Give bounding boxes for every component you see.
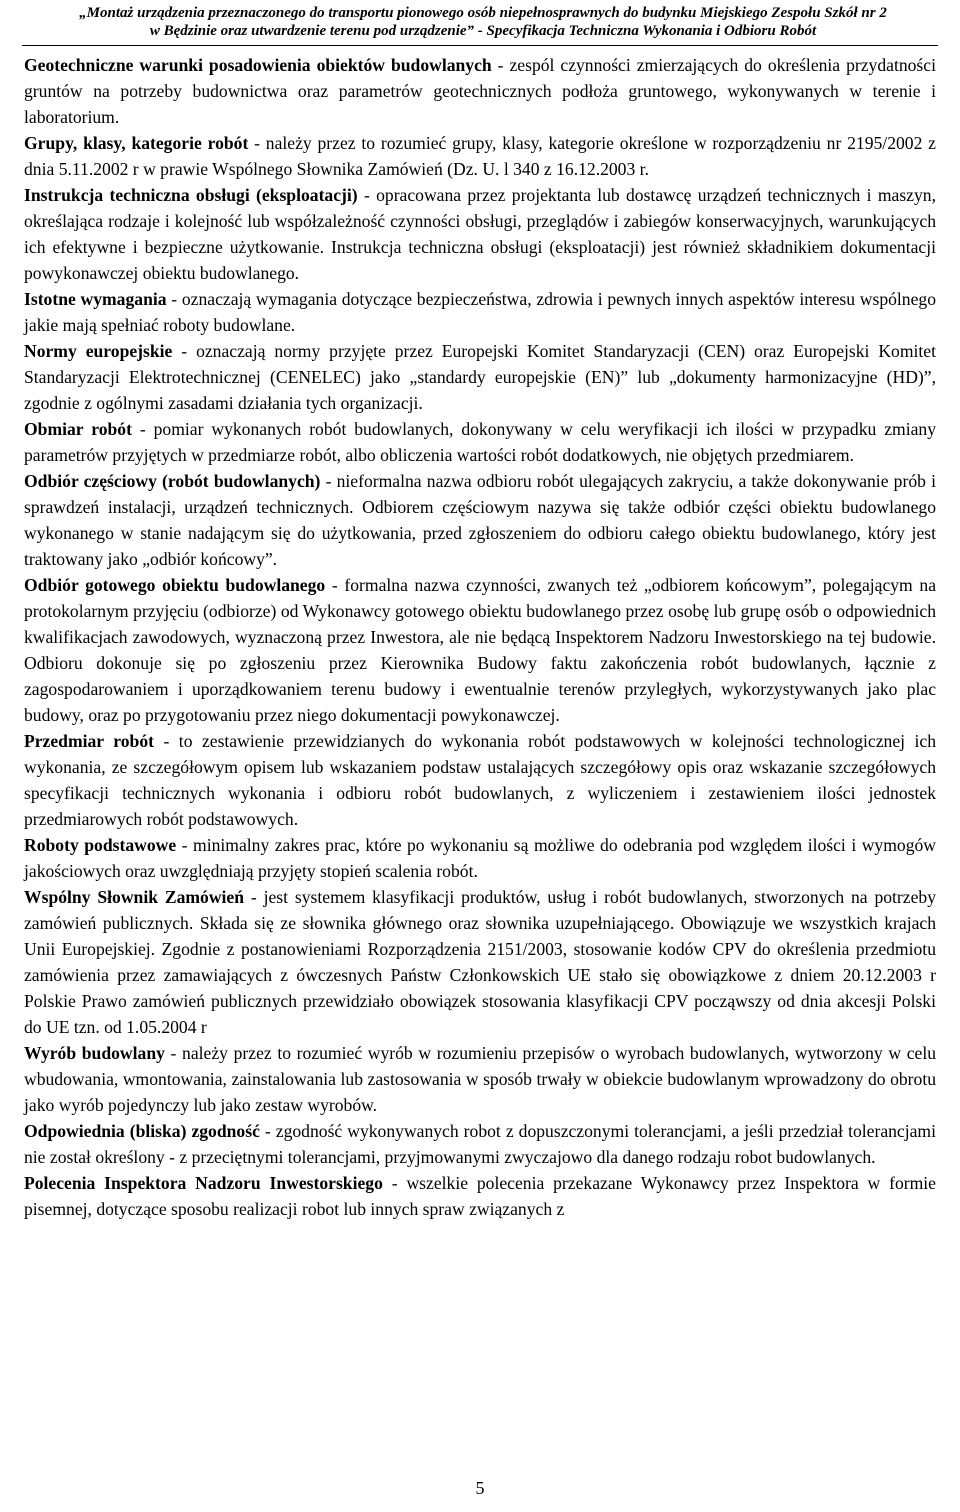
definition-term: Odbiór częściowy (robót budowlanych) [24,471,321,491]
definition-text: - zespól czynności zmierzających do określenia przydatności gruntów na potrzeby budownictwa oraz parametrów geotechnicznych podłoża gruntowego, wykonywanych w terenie i laboratorium. [24,55,936,127]
header-line-1: „Montaż urządzenia przeznaczonego do transportu pionowego osób niepełnosprawnych do budynku Miejskiego Zespołu Szkół nr 2 [79,5,887,21]
definition-entry [24,728,936,832]
definition-term: Instrukcja techniczna obsługi (eksploatacji) [24,185,358,205]
definition-entry [24,182,936,286]
definition-term: Wyrób budowlany [24,1043,165,1063]
definition-term: Odpowiednia (bliska) zgodność [24,1121,260,1141]
header-rule [22,45,938,46]
definition-entry [24,1170,936,1222]
definition-term: Roboty podstawowe [24,835,177,855]
definition-text: - należy przez to rozumieć grupy, klasy, kategorie określone w rozporządzeniu nr 2195/2002 z dnia 5.11.2002 r w prawie Wspólnego Słownika Zamówień (Dz. U. l 340 z 16.12.2003 r. [24,133,936,179]
definition-term: Wspólny Słownik Zamówień [24,887,245,907]
definition-term: Geotechniczne warunki posadowienia obiektów budowlanych [24,55,492,75]
definition-text: - jest systemem klasyfikacji produktów, usług i robót budowlanych, stworzonych na potrzeby zamówień publicznych. Składa się ze słownika głównego oraz słownika uzupełniającego. Obowiązuje we wszystkich krajach Unii Europejskiej. Zgodnie z postanowieniami Rozporządzenia 2151/2003, stosowanie kodów CPV do określenia przedmiotu zamówienia przez zamawiających z ówczesnych Państw Członkowskich UE stało się obowiązkowe z dniem 20.12.2003 r Polskie Prawo zamówień publicznych przewidziało obowiązek stosowania klasyfikacji CPV począwszy od dnia akcesji Polski do UE tzn. od 1.05.2004 r [24,887,936,1037]
definition-entry [24,286,936,338]
definition-term: Obmiar robót [24,419,132,439]
definition-term: Polecenia Inspektora Nadzoru Inwestorskiego [24,1173,383,1193]
definition-text: - opracowana przez projektanta lub dostawcę urządzeń technicznych i maszyn, określająca rodzaje i kolejność lub współzależność czynności obsługi, przeglądów i zabiegów konserwacyjnych, warunkujących ich efektywne i bezpieczne użytkowanie. Instrukcja techniczna obsługi (eksploatacji) jest również składnikiem dokumentacji powykonawczej obiektu budowlanego. [24,185,936,283]
definition-text: - wszelkie polecenia przekazane Wykonawcy przez Inspektora w formie pisemnej, dotyczące sposobu realizacji robot lub innych spraw związanych z [24,1173,936,1219]
definition-text: - nieformalna nazwa odbioru robót ulegających zakryciu, a także dokonywanie prób i sprawdzeń instalacji, urządzeń technicznych. Odbiorem częściowym nazywa się także odbiór części obiektu budowlanego wykonanego w stanie nadającym się do użytkowania, przed zgłoszeniem do odbioru całego obiektu budowlanego, który jest traktowany jako „odbiór końcowy”. [24,471,936,569]
definition-text: - pomiar wykonanych robót budowlanych, dokonywany w celu weryfikacji ich ilości w przypadku zmiany parametrów przyjętych w przedmiarze robót, albo obliczenia wartości robót dodatkowych, nie objętych przedmiarem. [24,419,936,465]
definition-text: - oznaczają wymagania dotyczące bezpieczeństwa, zdrowia i pewnych innych aspektów interesu wspólnego jakie mają spełniać roboty budowlane. [24,289,936,335]
definition-term: Odbiór gotowego obiektu budowlanego [24,575,326,595]
definition-term: Przedmiar robót [24,731,154,751]
definition-text: - oznaczają normy przyjęte przez Europejski Komitet Standaryzacji (CEN) oraz Europejski Komitet Standaryzacji Elektrotechnicznej (CENELEC) jako „standardy europejskie (EN)” lub „dokumenty harmonizacyjne (HD)”, zgodnie z ogólnymi zasadami działania tych organizacji. [24,341,937,413]
definition-text: - minimalny zakres prac, które po wykonaniu są możliwe do odebrania pod względem ilości i wymogów jakościowych oraz uwzględniają przyjęty stopień scalenia robót. [24,835,936,881]
definition-entry [24,338,936,416]
definition-entry [24,884,936,1040]
definition-term: Normy europejskie [24,341,173,361]
definitions-body [24,52,936,1222]
definition-text: - formalna nazwa czynności, zwanych też „odbiorem końcowym”, polegającym na protokolarnym przyjęciu (odbiorze) od Wykonawcy gotowego obiektu budowlanego przez osobę lub grupę osób o odpowiednich kwalifikacjach zawodowych, wyznaczoną przez Inwestora, ale nie będącą Inspektorem Nadzoru Inwestorskiego na tej budowie. Odbioru dokonuje się po zgłoszeniu przez Kierownika Budowy faktu zakończenia robót budowlanych, łącznie z zagospodarowaniem i uporządkowaniem terenu budowy i ewentualnie terenów przyległych, wykorzystywanych jako plac budowy, oraz po przygotowaniu przez niego dokumentacji powykonawczej. [24,575,937,725]
definition-entry [24,832,936,884]
definition-entry [24,130,936,182]
definition-term: Grupy, klasy, kategorie robót [24,133,249,153]
definition-text: - zgodność wykonywanych robot z dopuszczonymi tolerancjami, a jeśli przedział tolerancjami nie został określony - z przeciętnymi tolerancjami, przyjmowanymi zwyczajowo dla danego rodzaju robot budowlanych. [24,1121,937,1167]
definition-entry [24,1118,936,1170]
definition-entry [24,416,936,468]
definition-text: - należy przez to rozumieć wyrób w rozumieniu przepisów o wyrobach budowlanych, wytworzony w celu wbudowania, wmontowania, zainstalowania lub zastosowania w sposób trwały w obiekcie budowlanym wprowadzony do obrotu jako wyrób pojedynczy lub jako zestaw wyrobów. [24,1043,937,1115]
definition-entry [24,1040,936,1118]
running-header [28,4,938,40]
definition-term: Istotne wymagania [24,289,167,309]
definition-text: - to zestawienie przewidzianych do wykonania robót podstawowych w kolejności technologicznej ich wykonania, ze szczegółowym opisem lub wskazaniem podstaw ustalających szczegółowy opis oraz wskazanie szczegółowych specyfikacji technicznych wykonania i odbioru robót budowlanych, z wyliczeniem i zestawieniem ilości jednostek przedmiarowych robót podstawowych. [24,731,937,829]
definition-entry [24,52,936,130]
page-number: 5 [475,1478,485,1498]
header-line-2: w Będzinie oraz utwardzenie terenu pod urządzenie” - Specyfikacja Techniczna Wykonania i Odbioru Robót [149,23,817,39]
definition-entry [24,468,936,572]
definition-entry [24,572,936,728]
